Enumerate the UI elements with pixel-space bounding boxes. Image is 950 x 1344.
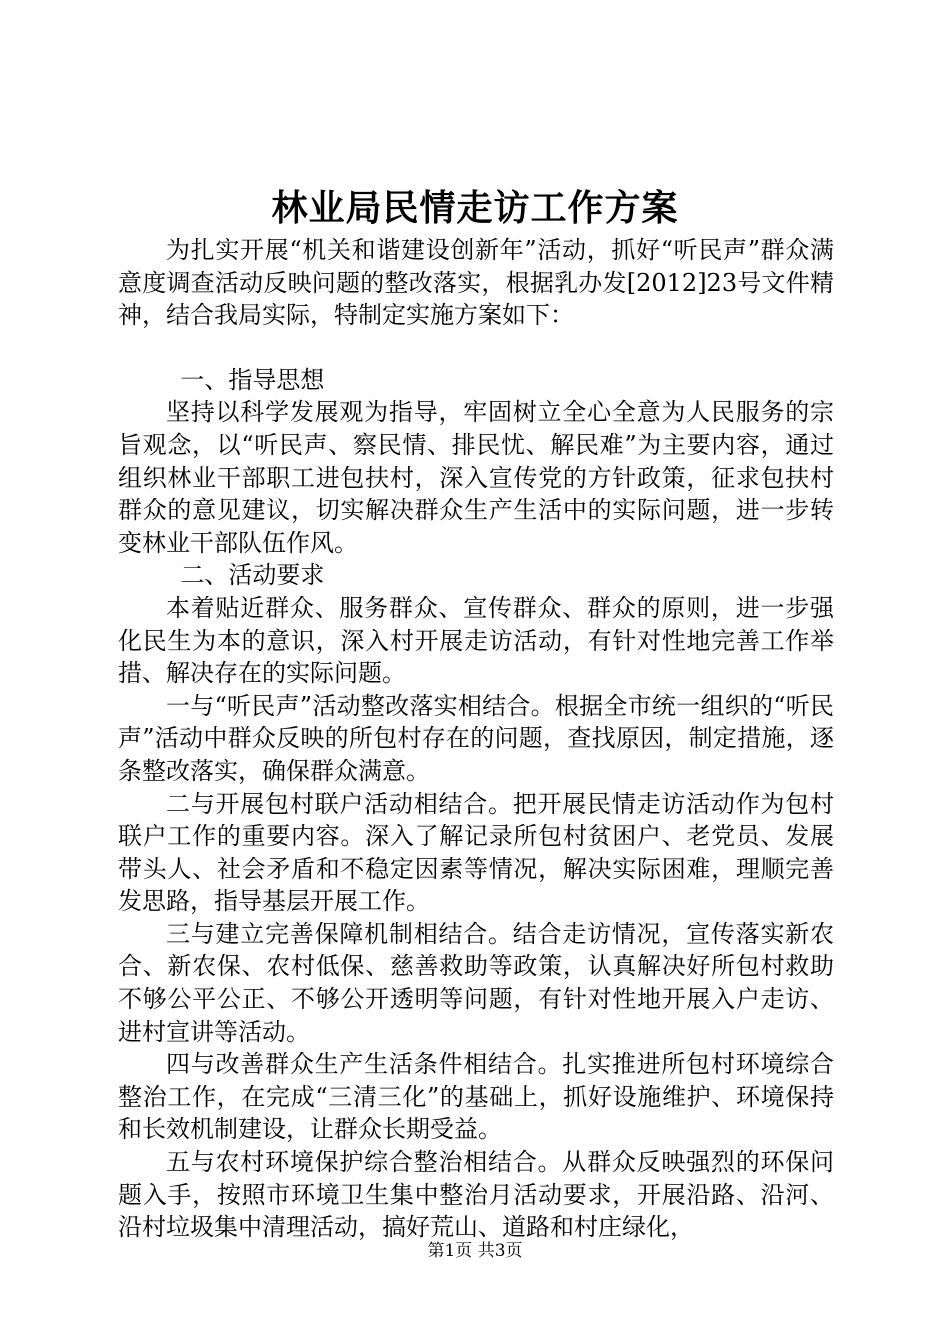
paragraph-guiding-thought: 坚持以科学发展观为指导，牢固树立全心全意为人民服务的宗旨观念，以“听民声、察民情、排民忧、解民难”为主要内容，通过组织林业干部职工进包扶村，深入宣传党的方针政策，征求包扶村群众的意见建议，切实解决群众生产生活中的实际问题，进一步转变林业干部队伍作风。 [118,398,834,557]
section-heading-activity-requirements: 二、活动要求 [180,561,325,590]
paragraph-item-four: 四与改善群众生产生活条件相结合。扎实推进所包村环境综合整治工作，在完成“三清三化”的基础上，抓好设施维护、环境保持和长效机制建设，让群众长期受益。 [118,1050,834,1144]
paragraph-item-three: 三与建立完善保障机制相结合。结合走访情况，宣传落实新农合、新农保、农村低保、慈善救助等政策，认真解决好所包村救助不够公平公正、不够公开透明等问题，有针对性地开展入户走访、进村宣讲等活动。 [118,919,834,1046]
paragraph-item-five: 五与农村环境保护综合整治相结合。从群众反映强烈的环保问题入手，按照市环境卫生集中整治月活动要求，开展沿路、沿河、沿村垃圾集中清理活动，搞好荒山、道路和村庄绿化， [118,1148,834,1242]
paragraph-activity-principles: 本着贴近群众、服务群众、宣传群众、群众的原则，进一步强化民生为本的意识，深入村开展走访活动，有针对性地完善工作举措、解决存在的实际问题。 [118,593,834,688]
paragraph-item-two: 二与开展包村联户活动相结合。把开展民情走访活动作为包村联户工作的重要内容。深入了解记录所包村贫困户、老党员、发展带头人、社会矛盾和不稳定因素等情况，解决实际困难，理顺完善发思路，指导基层开展工作。 [118,789,834,916]
paragraph-item-one: 一与“听民声”活动整改落实相结合。根据全市统一组织的“听民声”活动中群众反映的所包村存在的问题，查找原因，制定措施，逐条整改落实，确保群众满意。 [118,691,834,785]
intro-paragraph: 为扎实开展“机关和谐建设创新年”活动，抓好“听民声”群众满意度调查活动反映问题的整改落实，根据乳办发[2012]23号文件精神，结合我局实际，特制定实施方案如下： [118,236,834,330]
document-title: 林业局民情走访工作方案 [271,187,679,229]
section-heading-guiding-thought: 一、指导思想 [180,365,325,394]
page-number-footer: 第1页 共3页 [427,1241,523,1261]
document-body [118,234,834,1244]
